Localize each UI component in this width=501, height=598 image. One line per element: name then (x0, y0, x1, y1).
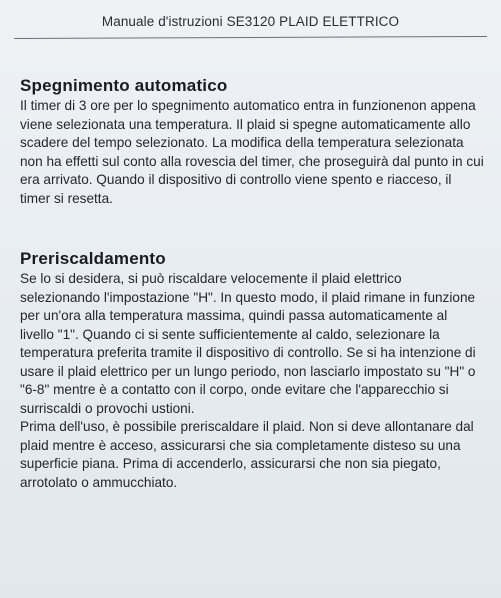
section-auto-shutoff (20, 76, 485, 208)
header-divider (14, 36, 487, 39)
running-header: Manuale d'istruzioni SE3120 PLAID ELETTRICO (101, 14, 400, 29)
section-body-continued: Prima dell'uso, è possibile preriscaldare il plaid. Non si deve allontanare dal plaid mentre è acceso, assicurarsi che sia completamente disteso su una superficie piana. Prima di accenderlo, assicurarsi che non sia piegato, arrotolato o ammucchiato. (20, 419, 474, 490)
section-heading: Preriscaldamento (20, 249, 166, 268)
section-preheating (20, 249, 485, 492)
section-body: Se lo si desidera, si può riscaldare velocemente il plaid elettrico selezionando l'impostazione "H". In questo modo, il plaid rimane in funzione per un'ora alla temperatura massima, quindi passa automaticamente al livello "1". Quando ci si sente sufficientemente al caldo, selezionare la temperatura preferita tramite il dispositivo di controllo. Se si ha intenzione di usare il plaid elettrico per un lungo periodo, non lasciarlo impostato su "H" o "6-8" mentre è a contatto con il corpo, onde evitare che l'apparecchio si surriscaldi o provochi ustioni. (20, 271, 476, 416)
section-body: Il timer di 3 ore per lo spegnimento automatico entra in funzionenon appena viene selezionata una temperatura. Il plaid si spegne automaticamente allo scadere del tempo selezionato. La modifica della temperatura selezionata non ha effetti sul conto alla rovescia del timer, che proseguirà dal punto in cui era arrivato. Quando il dispositivo di controllo viene spento e riacceso, il timer si resetta. (20, 98, 484, 206)
section-heading: Spegnimento automatico (20, 76, 228, 95)
